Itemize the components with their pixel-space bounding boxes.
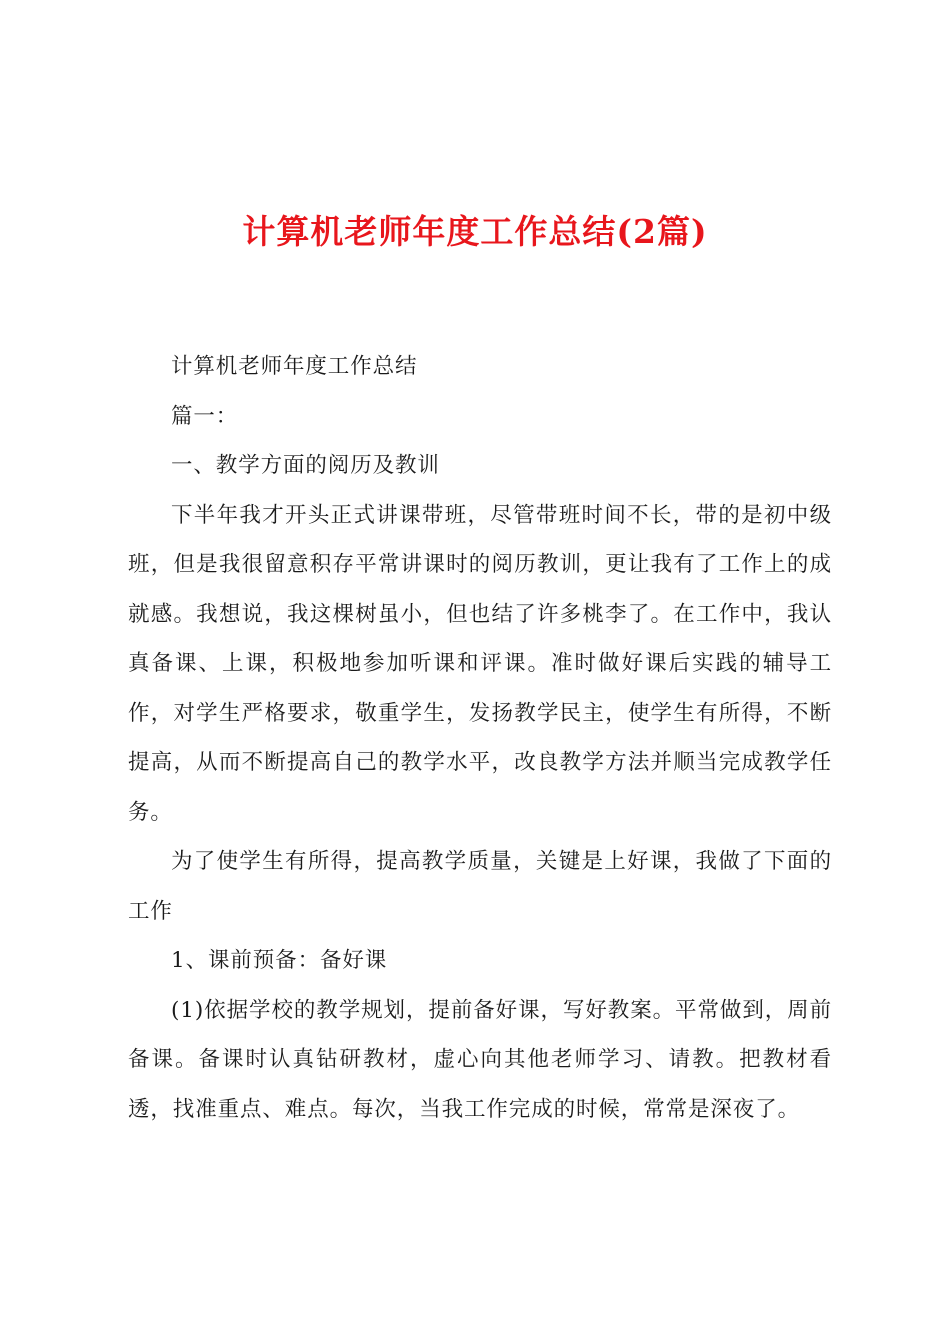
paragraph-main: 下半年我才开头正式讲课带班，尽管带班时间不长，带的是初中级班，但是我很留意积存平常讲课时的阅历教训，更让我有了工作上的成就感。我想说，我这棵树虽小，但也结了许多桃李了。在工作中，我认真备课、上课，积极地参加听课和评课。准时做好课后实践的辅导工作，对学生严格要求，敬重学生，发扬教学民主，使学生有所得，不断提高，从而不断提高自己的教学水平，改良教学方法并顺当完成教学任务。 <box>128 502 832 825</box>
paragraph-part-one: 篇一： <box>171 403 239 429</box>
paragraph-section-heading: 一、教学方面的阅历及教训 <box>171 453 440 478</box>
paragraph-subtitle: 计算机老师年度工作总结 <box>171 354 418 379</box>
document-body <box>128 342 832 1134</box>
document-title: 计算机老师年度工作总结(2篇) <box>242 212 708 251</box>
paragraph-work-intro: 为了使学生有所得，提高教学质量，关键是上好课，我做了下面的工作 <box>128 849 832 924</box>
paragraph-item-detail: (1)依据学校的教学规划，提前备好课，写好教案。平常做到，周前备课。备课时认真钻研教材，虚心向其他老师学习、请教。把教材看透，找准重点、难点。每次，当我工作完成的时候，常常是深夜了。 <box>128 997 832 1122</box>
paragraph-item-heading: 1、课前预备：备好课 <box>171 948 388 973</box>
